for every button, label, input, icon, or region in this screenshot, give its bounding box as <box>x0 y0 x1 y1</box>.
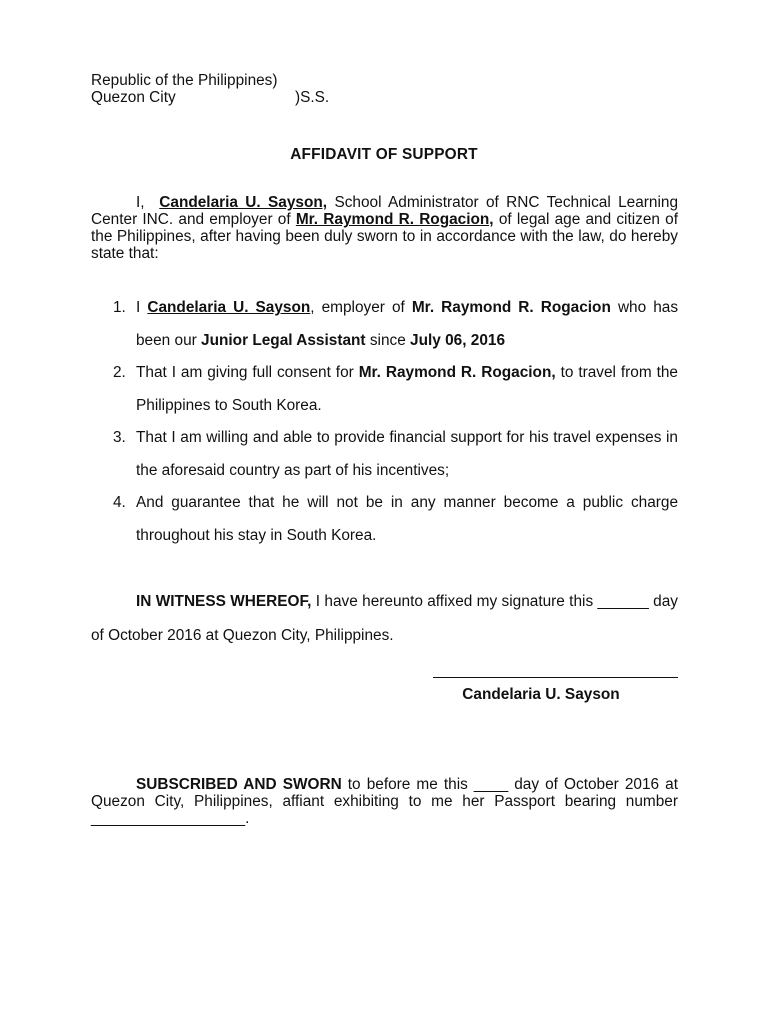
venue-country-line <box>91 72 421 89</box>
item-text: to travel from the Philippines to South Korea. <box>136 364 678 414</box>
item-text: since <box>369 331 406 349</box>
affiant-name: Candelaria U. Sayson, <box>159 194 328 211</box>
item-text: who has been our <box>136 299 679 349</box>
item-number: 3. <box>113 429 126 446</box>
item-number: 1. <box>113 299 126 316</box>
venue-city-line <box>91 89 421 106</box>
jurat-lead: SUBSCRIBED AND SWORN <box>136 776 342 793</box>
item-number: 2. <box>113 364 126 381</box>
statement-list <box>91 292 678 552</box>
employee-name: Mr. Raymond R. Rogacion, <box>295 211 494 228</box>
item-employee-name: Mr. Raymond R. Rogacion, <box>358 364 556 381</box>
item-affiant-name: Candelaria U. Sayson <box>147 299 311 316</box>
list-item <box>91 422 678 487</box>
jurat-paragraph <box>91 776 678 827</box>
list-item <box>91 487 678 552</box>
signature-line <box>433 677 678 678</box>
venue-city: Quezon City <box>91 89 176 106</box>
signatory-name: Candelaria U. Sayson <box>462 686 620 703</box>
intro-text-1: School Administrator of RNC Technical Learning Center INC. and employer of <box>91 194 679 228</box>
document-title: AFFIDAVIT OF SUPPORT <box>290 146 478 163</box>
intro-pronoun: I, <box>136 194 145 211</box>
witness-lead: IN WITNESS WHEREOF, <box>136 593 312 610</box>
witness-paragraph <box>91 585 678 653</box>
venue-country: Republic of the Philippines) <box>91 72 278 89</box>
item-employee-name: Mr. Raymond R. Rogacion <box>411 299 611 316</box>
venue-ss: )S.S. <box>295 89 330 106</box>
item-date: July 06, 2016 <box>410 331 506 349</box>
item-number: 4. <box>113 494 126 511</box>
intro-paragraph <box>91 194 678 262</box>
intro-text-2: of legal age and citizen of the Philippines, after having been duly sworn to in accordance with the law, do hereby state that: <box>91 211 679 262</box>
list-item <box>91 292 678 357</box>
item-text: That I am willing and able to provide financial support for his travel expenses in the aforesaid country as part of his incentives; <box>136 429 678 479</box>
jurat-text: to before me this ____ day of October 2016 at Quezon City, Philippines, affiant exhibiting to me her Passport bearing number __________________. <box>91 776 679 827</box>
venue-header <box>91 72 421 106</box>
item-text: , employer of <box>310 299 405 316</box>
witness-text: I have hereunto affixed my signature this ______ day of October 2016 at Quezon City, Philippines. <box>91 593 678 644</box>
item-position: Junior Legal Assistant <box>201 331 366 349</box>
list-item <box>91 357 678 422</box>
item-text: That I am giving full consent for <box>136 364 354 381</box>
item-text: I <box>136 299 141 316</box>
item-text: And guarantee that he will not be in any manner become a public charge throughout his stay in South Korea. <box>136 494 678 544</box>
